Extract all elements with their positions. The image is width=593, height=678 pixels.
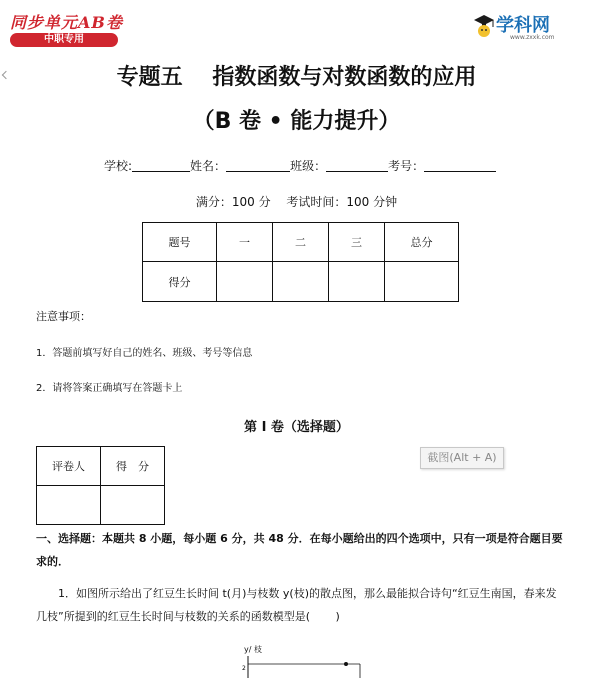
- table-row: [37, 447, 165, 486]
- table-header-cell: 三: [329, 223, 385, 262]
- table-header-cell: 得 分: [101, 447, 165, 486]
- section-title: 第 I 卷（选择题）: [244, 420, 349, 435]
- page-title: 专题五 指数函数与对数函数的应用: [116, 65, 477, 90]
- table-header-cell: 一: [217, 223, 273, 262]
- review-table: [36, 446, 165, 525]
- class-label: 班级：: [290, 159, 327, 173]
- table-header-cell: 总分: [385, 223, 459, 262]
- score-table: [142, 222, 459, 302]
- graph-y-axis-label: y/ 枝: [244, 645, 262, 654]
- scatter-point: [344, 662, 348, 666]
- review-cell[interactable]: [37, 486, 101, 525]
- graduation-cap-icon: [472, 10, 496, 40]
- review-cell[interactable]: [101, 486, 165, 525]
- scatter-plot-graph: [240, 654, 370, 678]
- logo-url: www.zxxk.com: [510, 34, 555, 41]
- school-blank[interactable]: [132, 159, 190, 172]
- note-item: 2．请将答案正确填写在答题卡上: [36, 383, 183, 394]
- graph-tick-label: 2: [242, 665, 246, 672]
- school-label: 学校:: [104, 159, 133, 173]
- table-row: [37, 486, 165, 525]
- screenshot-tooltip: 截图(Alt + A): [420, 447, 504, 469]
- score-cell[interactable]: [385, 262, 459, 302]
- name-blank[interactable]: [226, 159, 290, 172]
- score-cell[interactable]: [329, 262, 385, 302]
- note-item: 1．答题前填写好自己的姓名、班级、考号等信息: [36, 348, 253, 359]
- table-row: [143, 223, 459, 262]
- student-info-row: [104, 157, 496, 174]
- name-label: 姓名：: [190, 159, 227, 173]
- logo-text: 学科网: [496, 15, 550, 36]
- class-blank[interactable]: [326, 159, 388, 172]
- exam-no-blank[interactable]: [424, 159, 496, 172]
- part1-instruction: 一、选择题：本题共 8 小题，每小题 6 分，共 48 分．在每小题给出的四个选项中，只有一项是符合题目要求的．: [36, 532, 563, 568]
- score-cell[interactable]: [273, 262, 329, 302]
- table-header-cell: 题号: [143, 223, 217, 262]
- site-logo: [472, 10, 587, 44]
- question-1-text: 1．如图所示给出了红豆生长时间 t(月)与枝数 y(枝)的散点图，那么最能拟合诗句“红豆生南国，春来发几枝”所提到的红豆生长时间与枝数的关系的函数模型是( ): [36, 587, 557, 623]
- page-subtitle: （B 卷 • 能力提升）: [192, 109, 401, 134]
- brand-subtitle: 中职专用: [10, 33, 118, 47]
- brand-title: 同步单元AB卷: [10, 13, 123, 32]
- table-header-cell: 二: [273, 223, 329, 262]
- table-row: [143, 262, 459, 302]
- exam-no-label: 考号：: [388, 159, 425, 173]
- score-time-line: 满分：100 分 考试时间：100 分钟: [195, 195, 398, 209]
- score-cell[interactable]: [217, 262, 273, 302]
- notes-heading: 注意事项：: [36, 310, 91, 323]
- table-row-label: 得分: [143, 262, 217, 302]
- table-header-cell: 评卷人: [37, 447, 101, 486]
